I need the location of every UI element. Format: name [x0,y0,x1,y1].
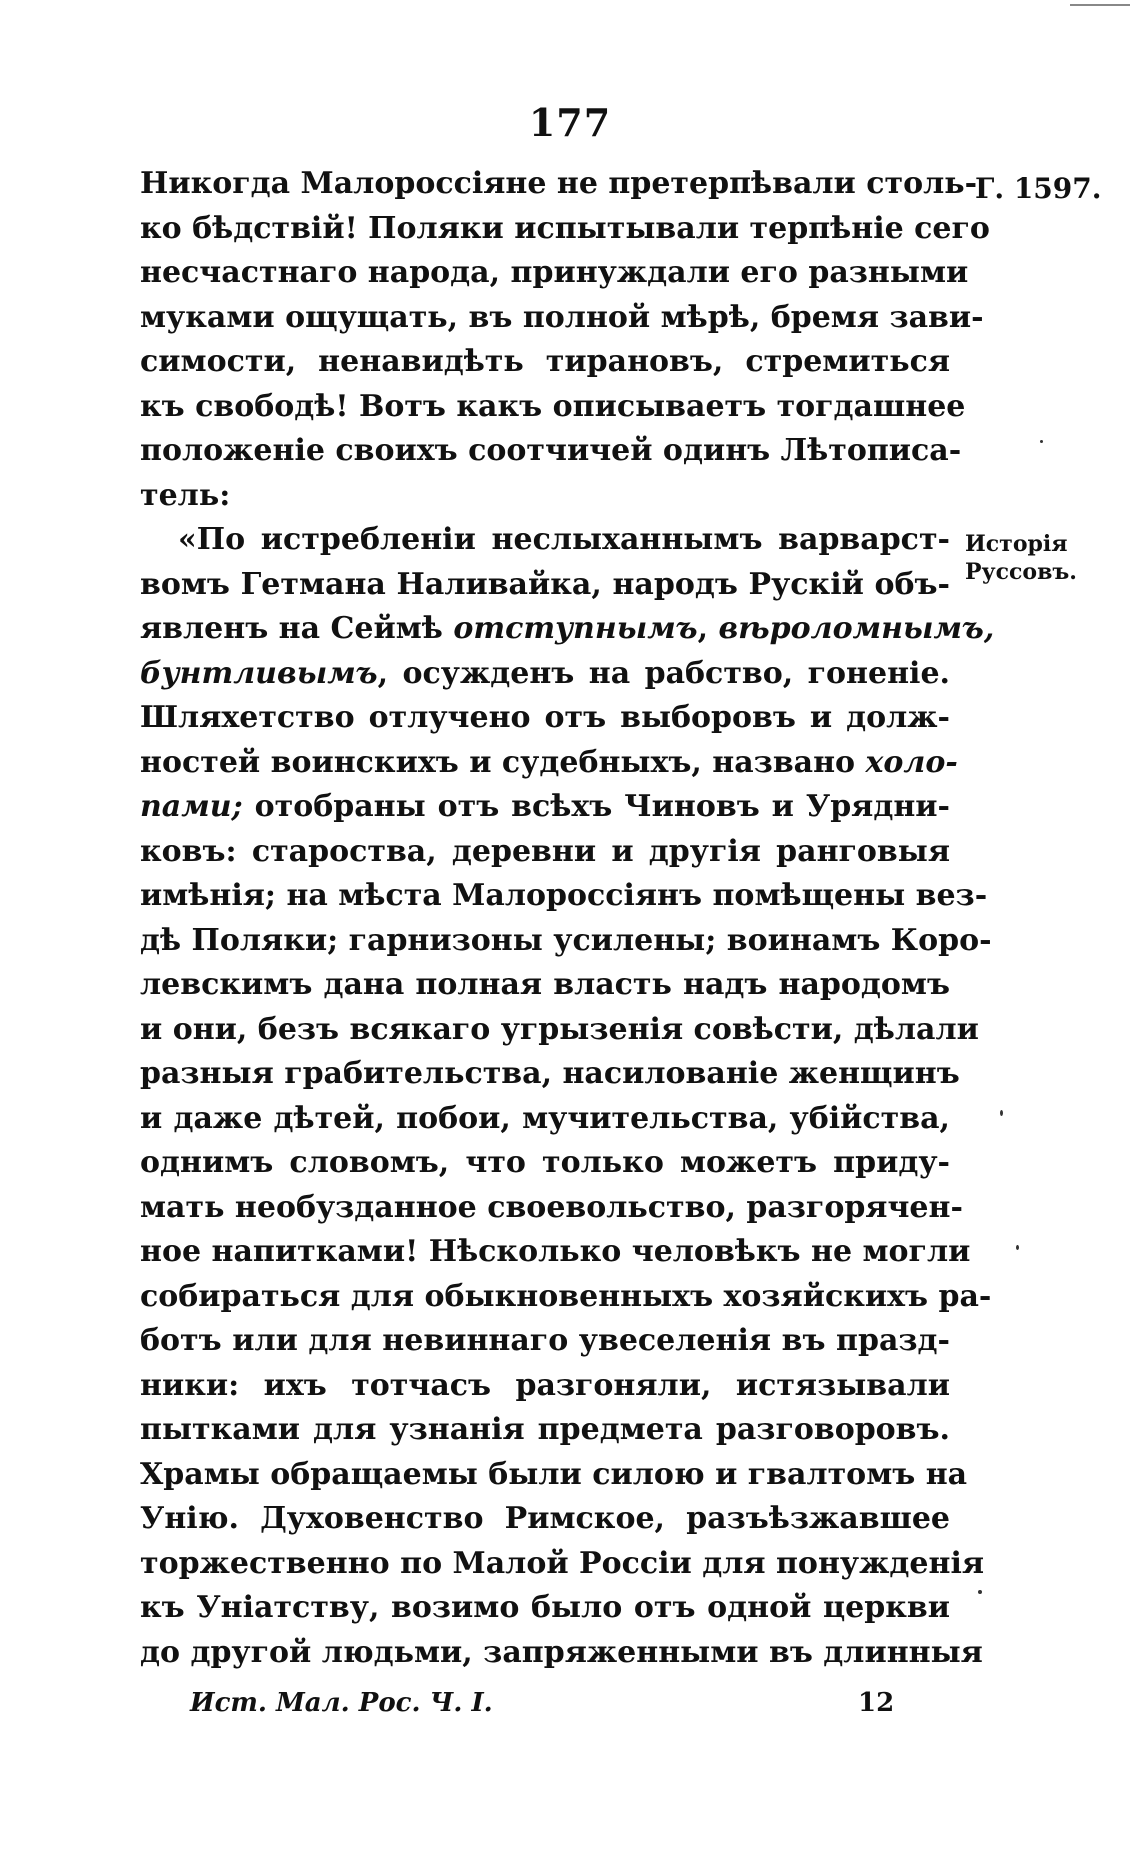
text-line: разныя грабительства, насилованіе женщинъ [140,1056,960,1091]
text-line: левскимъ дана полная власть надъ народомъ [140,967,950,1002]
page-number: 177 [528,100,612,145]
body-text [140,162,995,1675]
text-line: имѣнія; на мѣста Малороссіянъ помѣщены вез- [140,878,988,913]
text-line-mixed [140,652,950,697]
text-line-mixed [140,607,995,652]
margin-year-note: Г. 1597. [975,172,1102,205]
text-line: Шляхетство отлучено отъ выборовъ и долж- [140,700,950,735]
margin-source-note [965,530,1077,586]
text-line: дѣ Поляки; гарнизоны усилены; воинамъ Коро- [140,922,992,958]
footer-signature-mark: Ист. Мал. Рос. Ч. I. [190,1688,493,1718]
text-line: тель: [140,477,231,513]
text-line: несчастнаго народа, принуждали его разными [140,255,969,290]
italic-term: отступнымъ [453,611,698,646]
text-line: ботъ или для невиннаго увеселенія въ празд- [140,1323,950,1358]
text-line: мать необузданное своевольство, разгорячен- [140,1189,963,1225]
text-line: однимъ словомъ, что только можетъ приду- [140,1145,950,1180]
text-line: торжественно по Малой Россіи для понужденія [140,1545,984,1581]
ink-speck [1040,440,1043,443]
text-span: , [697,611,719,646]
text-line-mixed [140,785,950,830]
text-line: ко бѣдствій! Поляки испытывали терпѣніе сего [140,210,990,246]
text-line: ковъ: староства, деревни и другія ранговыя [140,833,950,869]
text-line: до другой людьми, запряженными въ длинныя [140,1634,983,1670]
footer-sheet-number: 12 [858,1688,895,1718]
text-span: явленъ на Сеймѣ [140,611,454,646]
text-line: пытками для узнанія предмета разговоровъ. [140,1412,950,1447]
text-line: симости, ненавидѣть тирановъ, стремиться [140,344,950,379]
text-span: , осужденъ на рабство, гоненіе. [377,655,950,691]
margin-source-line-2: Руссовъ. [965,559,1077,585]
text-line: ное напитками! Нѣсколько человѣкъ не могли [140,1234,971,1269]
text-span: отобраны отъ всѣхъ Чиновъ и Урядни- [242,789,950,824]
text-line: ники: ихъ тотчасъ разгоняли, истязывали [140,1367,950,1403]
text-line: Унію. Духовенство Римское, разъѣзжавшее [140,1501,950,1536]
text-span: ностей воинскихъ и судебныхъ, названо [140,744,866,780]
margin-source-line-1: Исторія [965,531,1068,557]
italic-term: холо- [865,744,958,780]
text-line: Храмы обращаемы были силою и гвалтомъ на [140,1456,968,1492]
ink-speck [1000,1110,1003,1116]
text-line: «По истребленіи неслыханнымъ варварст- [178,522,950,557]
text-line: къ Уніатству, возимо было отъ одной церкви [140,1590,950,1625]
italic-term: бунтливымъ [140,655,378,691]
text-line: вомъ Гетмана Наливайка, народъ Рускій объ- [140,566,950,602]
text-line: и они, безъ всякаго угрызенія совѣсти, дѣлали [140,1011,979,1047]
italic-term: вѣроломнымъ, [718,611,995,646]
ink-speck [1016,1245,1019,1250]
text-line: положеніе своихъ соотчичей одинъ Лѣтописа- [140,433,962,468]
italic-term: пами; [140,789,243,824]
text-line: Никогда Малороссіяне не претерпѣвали столь- [140,166,978,201]
text-line-mixed [140,741,958,786]
text-line: муками ощущать, въ полной мѣрѣ, бремя зави- [140,299,984,335]
ink-speck [978,1590,982,1594]
text-line: собираться для обыкновенныхъ хозяйскихъ ра- [140,1278,992,1314]
ink-speck [1070,4,1130,6]
text-line: къ свободѣ! Вотъ какъ описываетъ тогдашнее [140,388,966,424]
text-line: и даже дѣтей, побои, мучительства, убійства, [140,1100,950,1136]
